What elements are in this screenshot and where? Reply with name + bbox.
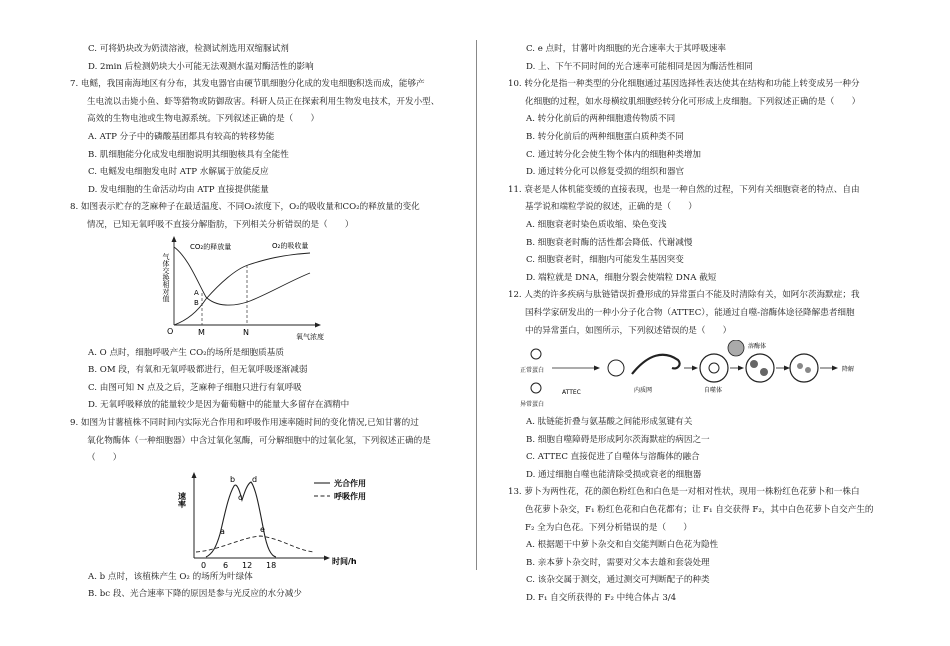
text-line: C. 细胞衰老时，细胞内可能发生基因突变 (526, 255, 684, 266)
text-line: C. ATTEC 直接促进了自噬体与溶酶体的融合 (526, 452, 700, 463)
text-line: 基学说和端粒学说的叙述，正确的是（ ） (525, 202, 697, 213)
q9-point-b: b (230, 474, 236, 484)
figure-q9 (70, 468, 468, 569)
text-line: D. 上、下午不同时间的光合速率可能相同是因为酶活性相同 (526, 61, 753, 72)
figure-q8 (70, 235, 468, 345)
text-line: 13. 萝卜为两性花，花的颜色粉红色和白色是一对相对性状，现用一株粉红色花萝卜和一株白 (508, 487, 860, 498)
text-line: D. 发电细胞的生命活动均由 ATP 直接提供能量 (88, 184, 269, 195)
figure-q9-graph (70, 468, 468, 569)
q8-o2-label: O₂的吸收量 (272, 241, 309, 250)
figure-q8-graph (70, 235, 468, 345)
text-line: 氧化物酶体（一种细胞器）中含过氧化氢酶，可分解细胞中的过氧化氢，下列叙述正确的是 (87, 435, 431, 446)
right-text-block-1 (508, 41, 906, 340)
q8-co2-label: CO₂的释放量 (190, 242, 232, 251)
text-line: F₂ 全为白色花。下列分析错误的是（ ） (525, 522, 692, 533)
q9-legend-resp: 呼吸作用 (334, 491, 366, 501)
q9-x-label: 时间/h (332, 556, 357, 566)
q9-point-d: d (252, 474, 258, 484)
q9-point-e: e (260, 524, 265, 534)
q12-fused-vesicle-icon (746, 354, 774, 382)
text-line: D. F₁ 自交所获得的 F₂ 中纯合体占 3/4 (526, 593, 677, 604)
q8-b-label: B (194, 298, 199, 307)
text-line: D. 端粒就是 DNA，细胞分裂会使端粒 DNA 截短 (526, 272, 717, 283)
q8-a-label: A (194, 288, 199, 297)
text-line: D. 2min 后检测奶块大小可能无法观测水温对酶活性的影响 (88, 61, 314, 72)
text-line: 生电流以击毙小鱼、虾等猎物或防御敌害。科研人员正在探索利用生物发电技术，开发小型、 (87, 96, 440, 107)
text-line: 高效的生物电池或生物电源系统。下列叙述正确的是（ ） (87, 114, 320, 125)
q9-y-label: 速率 (177, 491, 187, 508)
figure-q12-diagram (508, 340, 906, 414)
q12-abnormal-label: 异常蛋白 (520, 401, 545, 409)
text-line: 色花萝卜杂交，F₁ 粉红色花和白色花都有；让 F₁ 自交获得 F₂，其中白色花萝卜自交产生的 (525, 505, 874, 516)
text-line: D. 无氧呼吸释放的能量较少是因为葡萄糖中的能量大多留存在酒精中 (88, 400, 350, 411)
q9-tick-12: 12 (242, 560, 253, 569)
q9-tick-0: 0 (201, 560, 207, 569)
text-line: B. 亲本萝卜杂交时，需要对父本去雄和套袋处理 (526, 557, 710, 568)
text-line: 11. 衰老是人体机能变缓的直接表现，也是一种自然的过程，下列有关细胞衰老的特点、自由 (508, 184, 860, 195)
text-line: B. 细胞自噬障碍是形成阿尔茨海默症的病因之一 (526, 434, 710, 445)
text-line: 7. 电鳐，我国南海地区有分布，其发电器官由硬节肌细胞分化成的发电细胞积迭而成，能够产 (70, 79, 425, 90)
text-line: C. 电鳐发电细胞发电时 ATP 水解属于放能反应 (88, 167, 269, 178)
text-line: D. 通过细胞自噬也能清除受损或衰老的细胞器 (526, 469, 702, 480)
figure-q12 (508, 340, 906, 414)
q8-x-label: 氧气浓度 (296, 332, 324, 341)
text-line: C. 由图可知 N 点及之后，芝麻种子细胞只进行有氧呼吸 (88, 382, 302, 393)
q12-lysosome-label: 溶酶体 (748, 343, 767, 351)
q12-lysosome-icon (728, 340, 744, 356)
right-text-block-2 (508, 414, 906, 608)
text-line: D. 通过转分化可以修复受损的组织和器官 (526, 167, 685, 178)
text-line: C. 通过转分化会使生物个体内的细胞种类增加 (526, 149, 702, 160)
text-line: B. 细胞衰老时酶的活性都会降低、代谢减慢 (526, 237, 693, 248)
q9-point-a: a (220, 526, 225, 536)
text-line: C. 可将奶块改为奶渍溶液，检测试剂选用双缩脲试剂 (88, 44, 289, 54)
q8-y-label: 气体交换相对值 (162, 252, 170, 302)
text-line: 中的异常蛋白，如图所示，下列叙述错误的是（ ） (525, 325, 732, 336)
q9-point-c: c (238, 492, 243, 502)
text-line: 化细胞的过程，如水母横纹肌细胞经转分化可形成上皮细胞。下列叙述正确的是（ ） (525, 96, 861, 107)
left-text-block-3 (70, 569, 468, 604)
column-divider (476, 40, 477, 570)
text-line: B. 转分化前后的两种细胞蛋白质种类不同 (526, 131, 684, 142)
text-line: A. O 点时，细胞呼吸产生 CO₂的场所是细胞质基质 (88, 347, 284, 358)
text-line: C. 该杂交属于测交，通过测交可判断配子的种类 (526, 575, 710, 586)
text-line: B. OM 段，有氧和无氧呼吸都进行，但无氧呼吸逐渐减弱 (88, 365, 308, 376)
text-line: 12. 人类的许多疾病与肽链错误折叠形成的异常蛋白不能及时清除有关，如阿尔茨海默症；我 (508, 290, 860, 301)
left-text-block-1 (70, 41, 468, 235)
q9-tick-18: 18 (266, 560, 277, 569)
right-column (508, 0, 906, 608)
text-line: A. 细胞衰老时染色质收缩、染色变浅 (526, 219, 667, 230)
text-line: A. ATP 分子中的磷酸基团都具有较高的转移势能 (88, 131, 275, 142)
q8-n-label: N (243, 327, 249, 337)
q12-normal-protein-icon (531, 349, 541, 359)
text-line: A. 根据题干中萝卜杂交和自交能判断白色花为隐性 (526, 540, 719, 551)
q12-autophagosome-label: 自噬体 (704, 387, 723, 395)
text-line: B. bc 段、光合速率下降的原因是参与光反应的水分减少 (88, 589, 302, 600)
q12-degrade-label: 降解 (842, 366, 855, 374)
q12-complex-icon (608, 360, 624, 376)
text-line: 10. 转分化是指一种类型的分化细胞通过基因选择性表达使其在结构和功能上转变成另一种分 (508, 79, 860, 90)
text-line: C. e 点时，甘薯叶肉细胞的光合速率大于其呼吸速率 (526, 44, 727, 54)
q8-m-label: M (198, 327, 205, 337)
q9-tick-6: 6 (223, 560, 229, 569)
left-column (70, 0, 468, 604)
text-line: （ ） (87, 453, 122, 464)
text-line: B. 肌细胞能分化成发电细胞说明其细胞核具有全能性 (88, 149, 289, 160)
text-line: A. 转分化前后的两种细胞遗传物质不同 (526, 114, 676, 125)
text-line: 情况，已知无氧呼吸不直接分解脂肪，下列相关分析错误的是（ ） (87, 219, 354, 230)
q12-abnormal-protein-icon (531, 383, 541, 393)
q8-o-label: O (167, 326, 174, 336)
q12-autophagosome-icon (700, 354, 728, 382)
text-line: A. b 点时，该植株产生 O₂ 的场所为叶绿体 (88, 571, 253, 582)
q12-normal-label: 正常蛋白 (520, 367, 545, 375)
q12-membrane-label: 内质网 (634, 387, 653, 395)
text-line: A. 肽链能折叠与氨基酸之间能形成氢键有关 (526, 417, 693, 428)
left-text-block-2 (70, 345, 468, 468)
text-line: 9. 如图为甘薯植株不同时间内实际光合作用和呼吸作用速率随时间的变化情况,已知甘薯的过 (70, 417, 419, 428)
q12-membrane-icon (632, 355, 680, 374)
text-line: 8. 如图表示贮存的芝麻种子在最适温度、不同O₂浓度下，O₂的吸收量和CO₂的释放量的变化 (70, 202, 420, 213)
text-line: 国科学家研发出的一种小分子化合物（ATTEC），能通过自噬-溶酶体途径降解患者细胞 (525, 307, 855, 318)
q12-attec-label: ATTEC (562, 389, 581, 397)
q9-legend-photo: 光合作用 (334, 478, 366, 488)
q12-degrading-vesicle-icon (790, 354, 818, 382)
